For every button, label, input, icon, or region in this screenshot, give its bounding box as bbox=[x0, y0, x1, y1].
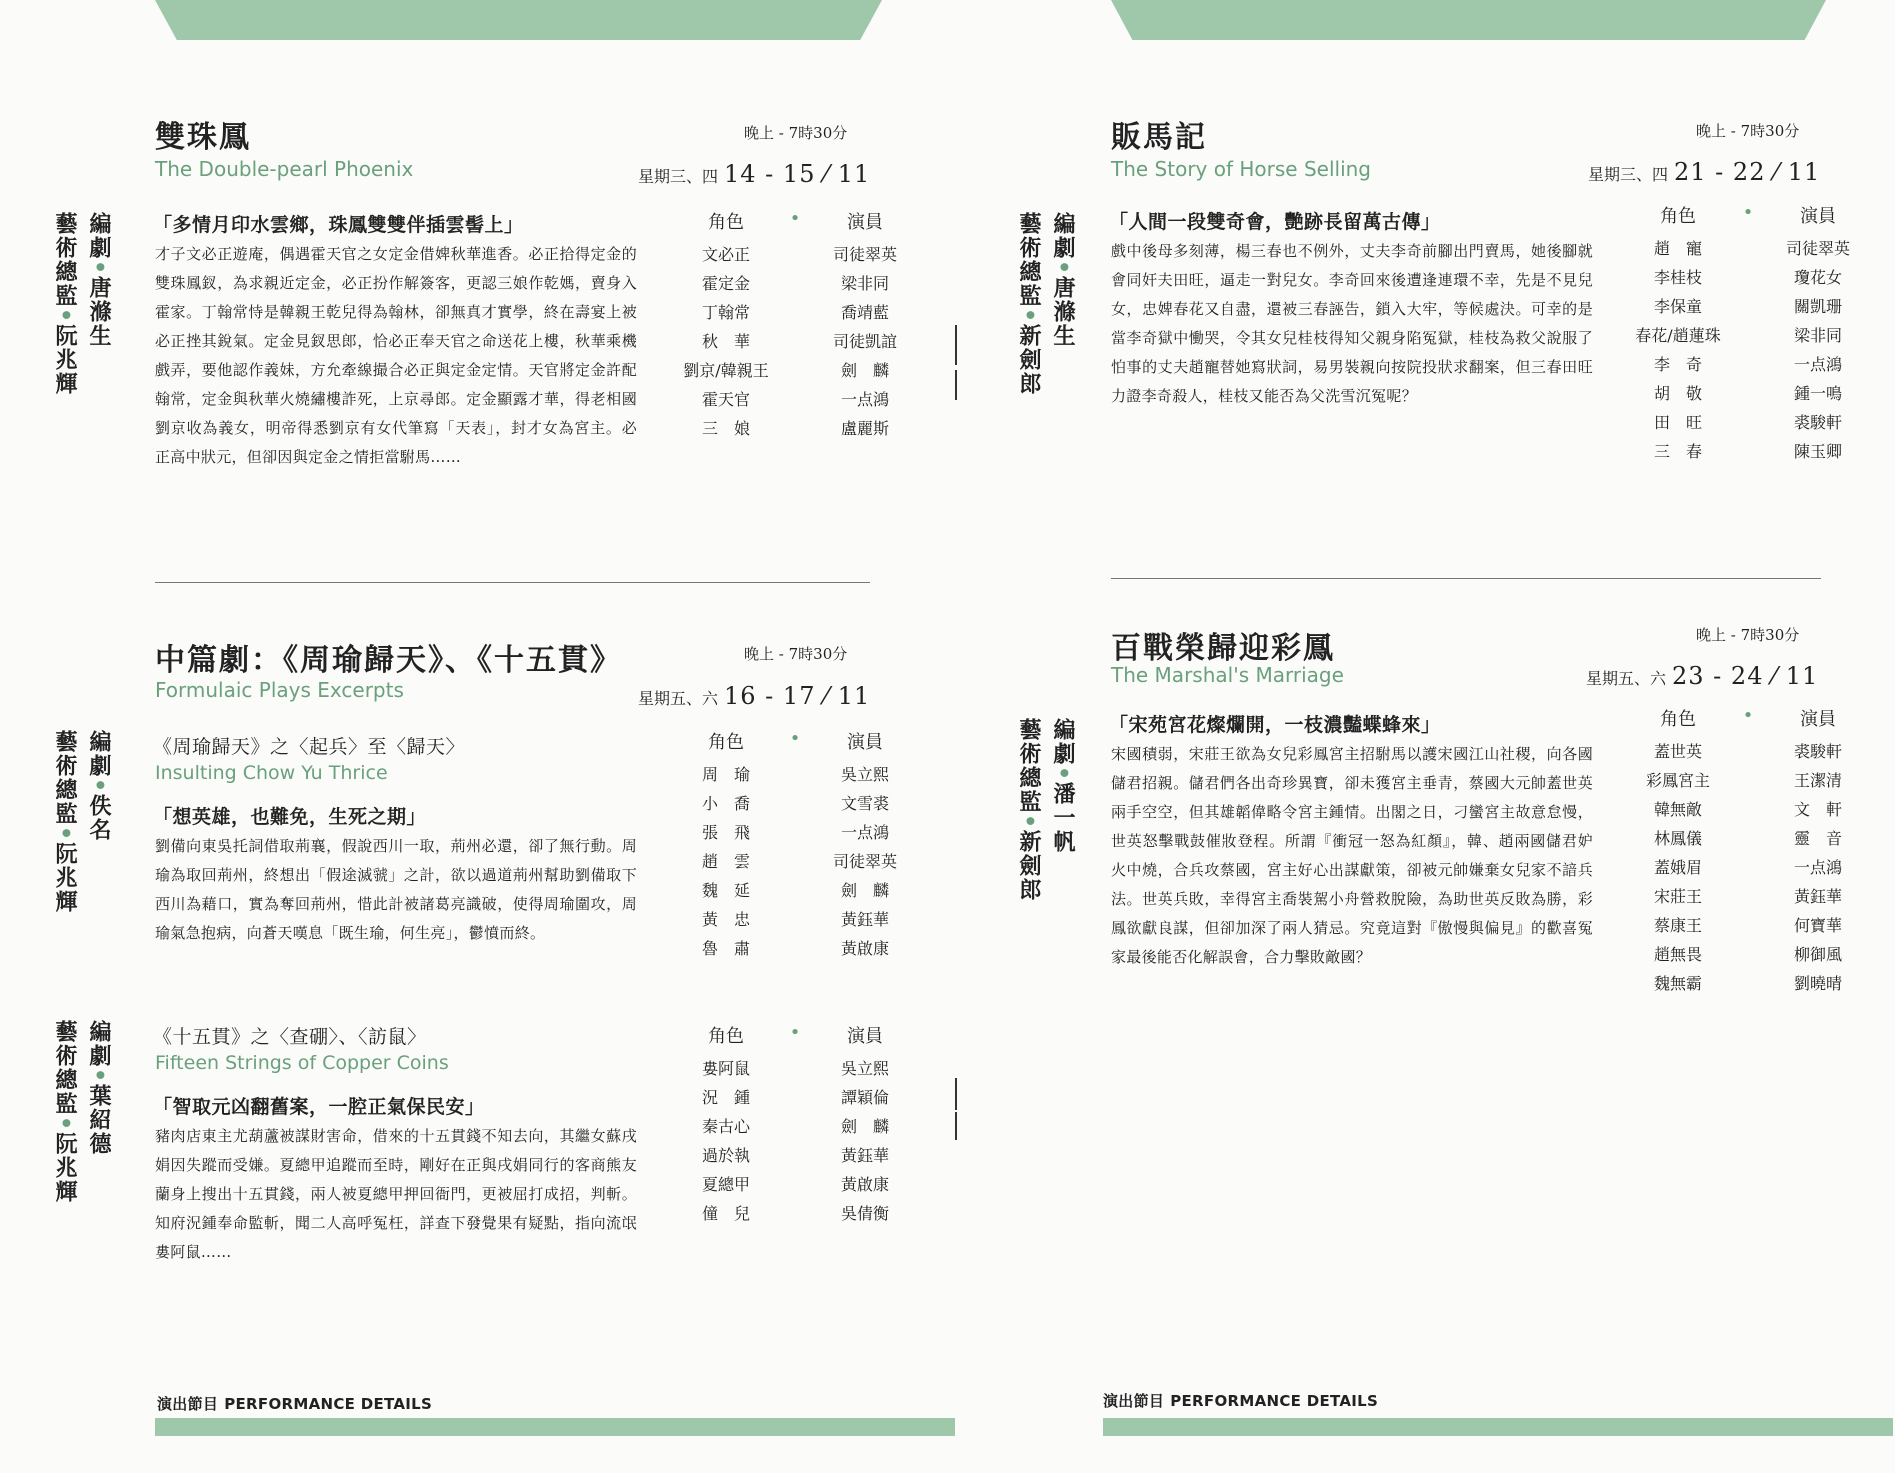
cast-spacer bbox=[780, 300, 810, 329]
show-date-range: 23 - 24 ⁄ 11 bbox=[1672, 662, 1819, 690]
cast-role: 李保童 bbox=[1653, 297, 1702, 316]
cast-role: 春花/趙蓮珠 bbox=[1635, 326, 1721, 345]
cast-actor: 一点鴻 bbox=[1793, 355, 1842, 374]
show-time: 晚上 - 7時30分 bbox=[1696, 626, 1800, 644]
show-time: 晚上 - 7時30分 bbox=[744, 645, 848, 663]
cast-role: 霍定金 bbox=[701, 274, 750, 293]
cast-header: 角色 • 演員 bbox=[708, 728, 883, 753]
cast-role: 秦古心 bbox=[701, 1117, 750, 1136]
cast-row bbox=[1623, 913, 1873, 942]
cast-row bbox=[672, 936, 920, 965]
cast-header: 角色 • 演員 bbox=[1660, 202, 1836, 227]
cast-actor: 一点鴻 bbox=[840, 390, 889, 409]
cast-row bbox=[672, 329, 920, 358]
cast-role: 胡 敬 bbox=[1653, 384, 1702, 403]
cast-actor: 鍾一鳴 bbox=[1793, 384, 1842, 403]
top-tab-decoration bbox=[155, 0, 882, 40]
cast-row bbox=[672, 1085, 920, 1114]
cast-role: 韓無敵 bbox=[1653, 800, 1702, 819]
cast-role: 魏無霸 bbox=[1653, 974, 1702, 993]
cast-row bbox=[672, 387, 920, 416]
cast-row bbox=[1623, 294, 1873, 323]
cast-row bbox=[672, 820, 920, 849]
cast-spacer bbox=[1733, 352, 1763, 381]
show-date-range: 14 - 15 ⁄ 11 bbox=[724, 160, 871, 188]
cast-row bbox=[672, 416, 920, 445]
bottom-bar-decoration bbox=[155, 1418, 955, 1436]
cast-spacer bbox=[780, 1172, 810, 1201]
cast-role: 李桂枝 bbox=[1653, 268, 1702, 287]
cast-role: 趙 寵 bbox=[1653, 239, 1702, 258]
cast-actor: 陳玉卿 bbox=[1793, 442, 1842, 461]
cast-actor: 靈 音 bbox=[1793, 829, 1842, 848]
cast-spacer bbox=[780, 1056, 810, 1085]
cast-actor: 黃啟康 bbox=[840, 1175, 889, 1194]
show-title-en: The Story of Horse Selling bbox=[1111, 157, 1371, 181]
credit-writer: 編劇•潘一帆 bbox=[1050, 718, 1076, 855]
credit-writer: 編劇•唐滌生 bbox=[86, 212, 112, 349]
section-divider bbox=[1111, 578, 1821, 579]
cast-role: 小 喬 bbox=[701, 794, 750, 813]
cast-row bbox=[672, 300, 920, 329]
cast-role: 周 瑜 bbox=[701, 765, 750, 784]
show-title-zh: 販馬記 bbox=[1111, 120, 1207, 155]
cast-role: 秋 華 bbox=[701, 332, 750, 351]
cast-row bbox=[672, 849, 920, 878]
cast-actor: 劍 麟 bbox=[840, 881, 889, 900]
cast-actor: 一点鴻 bbox=[840, 823, 889, 842]
show-dates bbox=[1586, 662, 1818, 690]
cast-actor: 喬靖藍 bbox=[840, 303, 889, 322]
cast-row bbox=[1623, 439, 1873, 468]
show-quote: 「人間一段雙奇會，艷跡長留萬古傳」 bbox=[1109, 211, 1441, 233]
cast-role: 蓋世英 bbox=[1653, 742, 1702, 761]
cast-role: 魏 延 bbox=[701, 881, 750, 900]
cast-role: 蓋娥眉 bbox=[1653, 858, 1702, 877]
cast-actor: 劍 麟 bbox=[840, 361, 889, 380]
cast-spacer bbox=[1733, 768, 1763, 797]
cast-spacer bbox=[1733, 439, 1763, 468]
cast-row bbox=[672, 1143, 920, 1172]
cast-row bbox=[672, 762, 920, 791]
cast-spacer bbox=[780, 387, 810, 416]
cast-actor: 盧麗斯 bbox=[840, 419, 889, 438]
show-date-range: 16 - 17 ⁄ 11 bbox=[724, 682, 871, 710]
cast-row bbox=[1623, 739, 1873, 768]
right-page bbox=[948, 0, 1895, 1473]
cast-row bbox=[1623, 410, 1873, 439]
cast-spacer bbox=[780, 242, 810, 271]
excerpt-quote: 「智取元凶翻舊案，一腔正氣保民安」 bbox=[153, 1096, 485, 1118]
show-synopsis: 宋國積弱，宋莊王欲為女兒彩鳳宮主招駙馬以護宋國江山社稷，向各國儲君招親。儲君們各出奇珍異寶，卻未獲宮主垂青，蔡國大元帥蓋世英兩手空空，但其雄韜偉略令宮主鍾情。出閣之日，刁蠻宮主故意怠慢，世英怒擊戰鼓催妝登程。所謂『衝冠一怒為紅顏』，韓、趙兩國儲君妒火中燒，合兵攻蔡國，宮主好心出謀獻策，卻被元帥嫌棄女兒家不諳兵法。世英兵敗，幸得宮主喬裝駕小舟營救脫險，為助世英反敗為勝，彩鳳欲獻良謀，但卻加深了兩人猜忌。究竟這對『傲慢與偏見』的歡喜冤家最後能否化解誤會，合力擊敗敵國？ bbox=[1111, 745, 1593, 966]
cast-actor: 司徒翠英 bbox=[832, 245, 897, 264]
cast-spacer bbox=[780, 358, 810, 387]
cast-role: 趙 雲 bbox=[701, 852, 750, 871]
cast-row bbox=[1623, 352, 1873, 381]
cast-row bbox=[1623, 884, 1873, 913]
bottom-bar-decoration bbox=[1103, 1418, 1893, 1436]
cast-spacer bbox=[780, 762, 810, 791]
cast-row bbox=[1623, 768, 1873, 797]
credits-vertical bbox=[1012, 718, 1080, 902]
cast-spacer bbox=[780, 907, 810, 936]
cast-row bbox=[1623, 971, 1873, 1000]
cast-role: 三 春 bbox=[1653, 442, 1702, 461]
cast-spacer bbox=[1733, 884, 1763, 913]
cast-row bbox=[672, 271, 920, 300]
cast-spacer bbox=[780, 849, 810, 878]
cast-row bbox=[672, 907, 920, 936]
show-synopsis: 戲中後母多刻薄，楊三春也不例外，丈夫李奇前腳出門賣馬，她後腳就會同奸夫田旺，逼走一對兒女。李奇回來後遭逢連環不幸，先是不見兒女，忠婢春花又自盡，還被三春誣告，鎖入大牢，等候處決。可幸的是當李奇獄中慟哭，令其女兒桂枝得知父親身陷冤獄，桂枝為救父說服了怕事的丈夫趙寵替她寫狀詞，易男裝親向按院投狀求翻案，但三春田旺力證李奇殺人，桂枝又能否為父洗雪沉冤呢？ bbox=[1111, 242, 1593, 405]
cast-row bbox=[1623, 236, 1873, 265]
cast-role: 趙無畏 bbox=[1653, 945, 1702, 964]
cast-header: 角色 • 演員 bbox=[708, 208, 883, 233]
cast-role: 田 旺 bbox=[1653, 413, 1702, 432]
cast-role: 況 鍾 bbox=[701, 1088, 750, 1107]
excerpt-quote: 「想英雄，也難免，生死之期」 bbox=[153, 806, 427, 828]
cast-actor: 柳御風 bbox=[1793, 945, 1842, 964]
cast-row bbox=[1623, 826, 1873, 855]
cast-spacer bbox=[1733, 971, 1763, 1000]
cast-row bbox=[672, 242, 920, 271]
cast-role: 過於執 bbox=[701, 1146, 750, 1165]
show-title-zh: 雙珠鳳 bbox=[155, 120, 251, 155]
cast-role: 蔡康王 bbox=[1653, 916, 1702, 935]
credit-director: 藝術總監•新劍郎 bbox=[1016, 718, 1042, 903]
cast-header: 角色 • 演員 bbox=[1660, 705, 1836, 730]
cast-spacer bbox=[1733, 739, 1763, 768]
cast-actor: 文雪裘 bbox=[840, 794, 889, 813]
cast-role: 丁翰常 bbox=[701, 303, 750, 322]
cast-actor: 黃鈺華 bbox=[840, 1146, 889, 1165]
cast-spacer bbox=[780, 416, 810, 445]
show-days: 星期三、四 bbox=[1588, 165, 1669, 184]
cast-row bbox=[672, 1201, 920, 1230]
show-dates bbox=[1588, 158, 1820, 186]
footer-label: 演出節目 PERFORMANCE DETAILS bbox=[157, 1395, 433, 1413]
cast-actor: 司徒翠英 bbox=[832, 852, 897, 871]
cast-table bbox=[1623, 705, 1873, 1000]
cast-role: 僮 兒 bbox=[701, 1204, 750, 1223]
cast-actor: 文 軒 bbox=[1793, 800, 1842, 819]
show-days: 星期三、四 bbox=[638, 167, 719, 186]
cast-spacer bbox=[780, 936, 810, 965]
cast-row bbox=[672, 878, 920, 907]
show-dates bbox=[638, 160, 870, 188]
cast-role: 林鳳儀 bbox=[1653, 829, 1702, 848]
show-days: 星期五、六 bbox=[638, 689, 719, 708]
show-quote: 「多情月印水雲鄉，珠鳳雙雙伴插雲髻上」 bbox=[153, 214, 524, 236]
show-title-en: The Double-pearl Phoenix bbox=[155, 157, 414, 181]
cast-spacer bbox=[1733, 797, 1763, 826]
show-time: 晚上 - 7時30分 bbox=[1696, 122, 1800, 140]
cast-table bbox=[1623, 202, 1873, 468]
top-tab-decoration bbox=[1111, 0, 1826, 40]
footer-label: 演出節目 PERFORMANCE DETAILS bbox=[1103, 1392, 1379, 1410]
cast-actor: 黃鈺華 bbox=[840, 910, 889, 929]
cast-actor: 何寶華 bbox=[1793, 916, 1842, 935]
cast-actor: 吳立熙 bbox=[840, 1059, 889, 1078]
cast-actor: 裘駿軒 bbox=[1793, 413, 1842, 432]
cast-table bbox=[672, 208, 920, 445]
section-divider bbox=[155, 582, 870, 583]
cast-actor: 王潔清 bbox=[1793, 771, 1842, 790]
credit-director: 藝術總監•阮兆輝 bbox=[52, 730, 78, 915]
cast-row bbox=[672, 1172, 920, 1201]
cast-actor: 關凱珊 bbox=[1793, 297, 1842, 316]
cast-spacer bbox=[1733, 826, 1763, 855]
excerpt-title-en: Fifteen Strings of Copper Coins bbox=[155, 1052, 449, 1074]
cast-actor: 黃啟康 bbox=[840, 939, 889, 958]
cast-row bbox=[672, 1056, 920, 1085]
cast-spacer bbox=[780, 329, 810, 358]
cast-actor: 司徒凱誼 bbox=[832, 332, 897, 351]
cast-role: 文必正 bbox=[701, 245, 750, 264]
show-title-zh: 百戰榮歸迎彩鳳 bbox=[1111, 631, 1335, 666]
credit-writer: 編劇•葉紹德 bbox=[86, 1020, 112, 1157]
cast-actor: 吳立熙 bbox=[840, 765, 889, 784]
cast-spacer bbox=[1733, 913, 1763, 942]
show-date-range: 21 - 22 ⁄ 11 bbox=[1674, 158, 1821, 186]
excerpt-synopsis: 豬肉店東主尤葫蘆被謀財害命，借來的十五貫錢不知去向，其繼女蘇戌娟因失蹤而受嫌。夏總甲追蹤而至時，剛好在正與戌娟同行的客商熊友蘭身上搜出十五貫錢，兩人被夏總甲押回衙門，更被屈打成招，判斬。知府況鍾奉命監斬，聞二人高呼冤枉，詳查下發覺果有疑點，指向流氓婁阿鼠…… bbox=[155, 1127, 637, 1261]
excerpt-title-en: Insulting Chow Yu Thrice bbox=[155, 762, 388, 784]
credits-vertical bbox=[1012, 212, 1080, 396]
cast-role: 霍天官 bbox=[701, 390, 750, 409]
cast-spacer bbox=[1733, 294, 1763, 323]
credit-director: 藝術總監•阮兆輝 bbox=[52, 1020, 78, 1205]
credit-writer: 編劇•唐滌生 bbox=[1050, 212, 1076, 349]
credit-writer: 編劇•佚名 bbox=[86, 730, 112, 843]
cast-role: 劉京/韓親王 bbox=[683, 361, 769, 380]
cast-spacer bbox=[780, 791, 810, 820]
cast-actor: 黃鈺華 bbox=[1793, 887, 1842, 906]
cast-actor: 梁非同 bbox=[1793, 326, 1842, 345]
cast-actor: 司徒翠英 bbox=[1785, 239, 1850, 258]
cast-actor: 裘駿軒 bbox=[1793, 742, 1842, 761]
show-title-en: The Marshal's Marriage bbox=[1111, 663, 1344, 687]
show-days: 星期五、六 bbox=[1586, 669, 1667, 688]
cast-role: 張 飛 bbox=[701, 823, 750, 842]
cast-row bbox=[1623, 855, 1873, 884]
show-quote: 「宋苑宮花燦爛開，一枝濃豔蝶蜂來」 bbox=[1109, 714, 1441, 736]
cast-spacer bbox=[1733, 236, 1763, 265]
cast-spacer bbox=[1733, 410, 1763, 439]
cast-spacer bbox=[1733, 855, 1763, 884]
cast-actor: 劉曉晴 bbox=[1793, 974, 1842, 993]
cast-row bbox=[672, 1114, 920, 1143]
cast-row bbox=[1623, 942, 1873, 971]
cast-spacer bbox=[780, 271, 810, 300]
credit-director: 藝術總監•新劍郎 bbox=[1016, 212, 1042, 397]
cast-spacer bbox=[780, 1201, 810, 1230]
show-dates bbox=[638, 682, 870, 710]
cast-table bbox=[672, 1022, 920, 1230]
cast-row bbox=[1623, 381, 1873, 410]
cast-spacer bbox=[1733, 942, 1763, 971]
cast-spacer bbox=[1733, 265, 1763, 294]
cast-header: 角色 • 演員 bbox=[708, 1022, 883, 1047]
credit-director: 藝術總監•阮兆輝 bbox=[52, 212, 78, 397]
cast-row bbox=[1623, 797, 1873, 826]
cast-actor: 一点鴻 bbox=[1793, 858, 1842, 877]
cast-actor: 劍 麟 bbox=[840, 1117, 889, 1136]
cast-actor: 吳倩衡 bbox=[840, 1204, 889, 1223]
cast-spacer bbox=[780, 878, 810, 907]
cast-spacer bbox=[780, 1114, 810, 1143]
excerpt-title-zh: 《十五貫》之〈查硼〉、〈訪鼠〉 bbox=[153, 1026, 427, 1048]
cast-spacer bbox=[1733, 323, 1763, 352]
cast-role: 黃 忠 bbox=[701, 910, 750, 929]
cast-role: 魯 肅 bbox=[701, 939, 750, 958]
cast-role: 李 奇 bbox=[1653, 355, 1702, 374]
cast-table bbox=[672, 728, 920, 965]
cast-actor: 譚穎倫 bbox=[840, 1088, 889, 1107]
show-title-en: Formulaic Plays Excerpts bbox=[155, 678, 404, 702]
cast-role: 彩鳳宮主 bbox=[1645, 771, 1710, 790]
cast-spacer bbox=[780, 1143, 810, 1172]
cast-row bbox=[1623, 265, 1873, 294]
cast-actor: 瓊花女 bbox=[1793, 268, 1842, 287]
cast-spacer bbox=[780, 1085, 810, 1114]
cast-row bbox=[1623, 323, 1873, 352]
cast-role: 婁阿鼠 bbox=[701, 1059, 750, 1078]
show-title-zh: 中篇劇：《周瑜歸天》、《十五貫》 bbox=[155, 643, 622, 678]
credits-vertical bbox=[48, 1020, 116, 1204]
cast-spacer bbox=[780, 820, 810, 849]
show-time: 晚上 - 7時30分 bbox=[744, 124, 848, 142]
cast-row bbox=[672, 791, 920, 820]
credits-vertical bbox=[48, 730, 116, 914]
cast-role: 夏總甲 bbox=[701, 1175, 750, 1194]
excerpt-title-zh: 《周瑜歸天》之〈起兵〉至〈歸天〉 bbox=[153, 736, 466, 758]
credits-vertical bbox=[48, 212, 116, 396]
cast-spacer bbox=[1733, 381, 1763, 410]
cast-row bbox=[672, 358, 920, 387]
excerpt-synopsis: 劉備向東吳托詞借取荊襄，假說西川一取，荊州必還，卻了無行動。周瑜為取回荊州，終想出「假途滅虢」之計，欲以過道荊州幫助劉備取下西川為藉口，實為奪回荊州，惜此計被諸葛亮識破，使得周瑜圍攻，周瑜氣急抱病，向蒼天嘆息「既生瑜，何生亮」，鬱憤而終。 bbox=[155, 837, 637, 942]
cast-role: 宋莊王 bbox=[1653, 887, 1702, 906]
cast-role: 三 娘 bbox=[701, 419, 750, 438]
cast-actor: 梁非同 bbox=[840, 274, 889, 293]
show-synopsis: 才子文必正遊庵，偶遇霍天官之女定金借婢秋華進香。必正拾得定金的雙珠鳳釵，為求親近定金，必正扮作解簽客，更認三娘作乾媽，賣身入霍家。丁翰常恃是韓親王乾兒得為翰林，卻無真才實學，終在壽宴上被必正挫其銳氣。定金見釵思郎，恰必正奉天官之命送花上樓，秋華乘機戲弄，要他認作義妹，方允牽線撮合必正與定金定情。天官將定金許配翰常，定金與秋華火燒繡樓詐死，上京尋郎。定金顯露才華，得老相國劉京收為義女，明帝得悉劉京有女代筆寫「天表」，封才女為宮主。必正高中狀元，但卻因與定金之情拒當駙馬…… bbox=[155, 245, 637, 466]
